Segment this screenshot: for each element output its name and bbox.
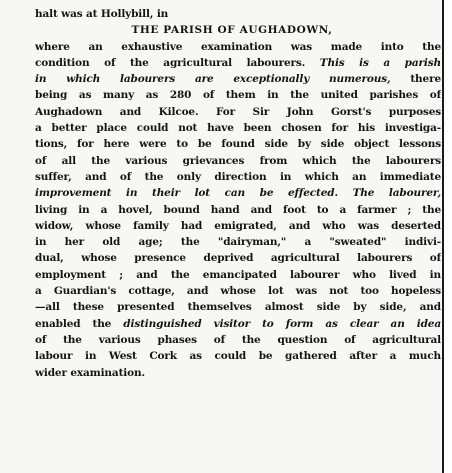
paragraph-line — [35, 348, 441, 364]
section-heading: THE PARISH OF AUGHADOWN, — [131, 24, 333, 37]
paragraph-line — [35, 332, 441, 348]
line-text: Aughadown and Kilcoe. For Sir John Gorst's purposes — [35, 105, 441, 118]
line-text-italic: The labourer, — [337, 187, 441, 200]
page-margin — [444, 0, 452, 473]
line-text: a better place could not have been chosen for his investiga- — [35, 122, 441, 135]
paragraph-line — [35, 234, 441, 250]
opening-line: halt was at Hollybill, in — [35, 8, 169, 20]
line-text: being as many as 280 of them in the united parishes of — [35, 89, 441, 102]
line-text: where an exhaustive examination was made into the — [35, 40, 441, 53]
paragraph-line — [35, 87, 441, 103]
article-body — [35, 6, 441, 381]
line-text: there — [390, 73, 441, 86]
paragraph-line — [35, 39, 441, 55]
paragraph-line — [35, 136, 441, 152]
line-text: of the various phases of the question of agricultural — [35, 333, 441, 346]
line-text: labour in West Cork as could be gathered after a much — [35, 350, 441, 363]
paragraph — [35, 39, 441, 381]
paragraph-line — [35, 218, 441, 234]
line-text: enabled the — [35, 317, 124, 330]
line-text: —all these presented themselves almost side by side, and — [35, 301, 441, 314]
line-text: wider examination. — [35, 366, 145, 379]
paragraph-line — [35, 267, 441, 283]
line-text: a Guardian's cottage, and whose lot was not too hopeless — [35, 285, 441, 298]
paragraph-line — [35, 120, 441, 136]
line-text: employment ; and the emancipated labourer who lived in — [35, 268, 441, 281]
line-text: in her old age; the "dairyman," a "sweated" indivi- — [35, 236, 441, 249]
paragraph-line — [35, 250, 441, 266]
line-text: living in a hovel, bound hand and foot to a farmer ; the — [35, 203, 441, 216]
paragraph-line — [35, 169, 441, 185]
paragraph-line — [35, 71, 441, 87]
paragraph-line — [35, 316, 441, 332]
line-text-italic: distinguished visitor to form as clear an idea — [123, 317, 441, 330]
line-text-italic: in which labourers are exceptionally numerous, — [35, 73, 391, 86]
cut-off-top-line — [214, 0, 440, 4]
paragraph-line — [35, 283, 441, 299]
line-text: suffer, and of the only direction in which an immediate — [35, 170, 441, 183]
paragraph-line — [35, 153, 441, 169]
paragraph-line — [35, 299, 441, 315]
paragraph-line — [35, 55, 441, 71]
line-text: of all the various grievances from which the labourers — [35, 154, 441, 167]
line-text: dual, whose presence deprived agricultural labourers of — [35, 252, 441, 265]
paragraph-line — [35, 365, 441, 381]
paragraph-line — [35, 104, 441, 120]
paragraph-line — [35, 185, 441, 201]
line-text: widow, whose family had emigrated, and who was deserted — [35, 219, 441, 232]
line-text: tions, for here were to be found side by side object lessons — [35, 138, 441, 151]
line-text-italic: improvement in their lot can be effected. — [35, 187, 338, 200]
line-text-italic: This is a parish — [305, 56, 441, 69]
paragraph-line — [35, 202, 441, 218]
line-text: condition of the agricultural labourers. — [35, 56, 306, 69]
